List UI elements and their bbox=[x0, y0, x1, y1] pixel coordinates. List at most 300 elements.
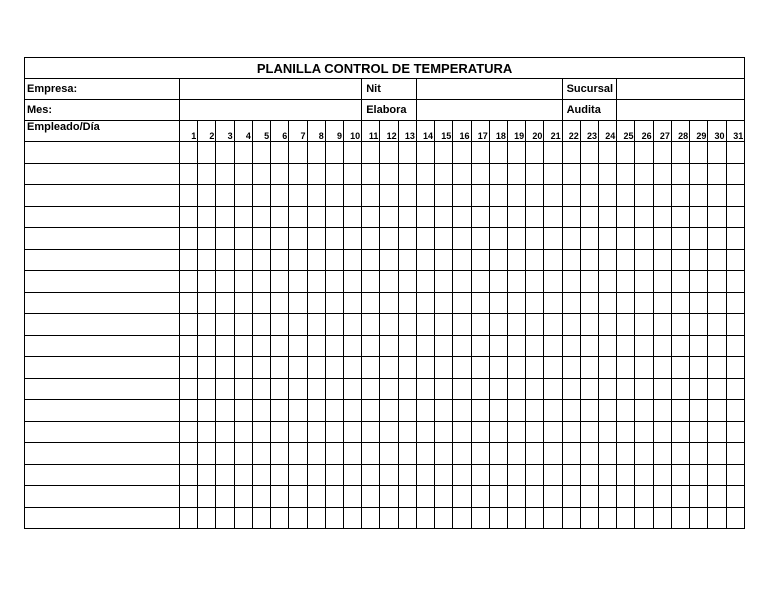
temperature-cell-day-26[interactable] bbox=[635, 400, 653, 422]
temperature-cell-day-24[interactable] bbox=[599, 271, 617, 293]
temperature-cell-day-17[interactable] bbox=[471, 335, 489, 357]
temperature-cell-day-21[interactable] bbox=[544, 486, 562, 508]
temperature-cell-day-3[interactable] bbox=[216, 249, 234, 271]
temperature-cell-day-18[interactable] bbox=[489, 142, 507, 164]
temperature-cell-day-9[interactable] bbox=[325, 486, 343, 508]
temperature-cell-day-18[interactable] bbox=[489, 163, 507, 185]
temperature-cell-day-3[interactable] bbox=[216, 421, 234, 443]
temperature-cell-day-7[interactable] bbox=[289, 271, 307, 293]
temperature-cell-day-14[interactable] bbox=[416, 378, 434, 400]
temperature-cell-day-28[interactable] bbox=[671, 163, 689, 185]
temperature-cell-day-24[interactable] bbox=[599, 163, 617, 185]
temperature-cell-day-21[interactable] bbox=[544, 464, 562, 486]
temperature-cell-day-30[interactable] bbox=[708, 185, 726, 207]
temperature-cell-day-27[interactable] bbox=[653, 163, 671, 185]
temperature-cell-day-15[interactable] bbox=[435, 443, 453, 465]
temperature-cell-day-12[interactable] bbox=[380, 271, 398, 293]
temperature-cell-day-11[interactable] bbox=[362, 421, 380, 443]
temperature-cell-day-2[interactable] bbox=[198, 228, 216, 250]
temperature-cell-day-14[interactable] bbox=[416, 228, 434, 250]
temperature-cell-day-29[interactable] bbox=[690, 206, 708, 228]
sucursal-field[interactable] bbox=[617, 79, 745, 100]
temperature-cell-day-8[interactable] bbox=[307, 292, 325, 314]
temperature-cell-day-21[interactable] bbox=[544, 314, 562, 336]
temperature-cell-day-24[interactable] bbox=[599, 185, 617, 207]
temperature-cell-day-18[interactable] bbox=[489, 443, 507, 465]
temperature-cell-day-13[interactable] bbox=[398, 443, 416, 465]
temperature-cell-day-17[interactable] bbox=[471, 271, 489, 293]
temperature-cell-day-29[interactable] bbox=[690, 443, 708, 465]
temperature-cell-day-1[interactable] bbox=[180, 314, 198, 336]
temperature-cell-day-31[interactable] bbox=[726, 163, 745, 185]
temperature-cell-day-7[interactable] bbox=[289, 206, 307, 228]
temperature-cell-day-2[interactable] bbox=[198, 249, 216, 271]
temperature-cell-day-27[interactable] bbox=[653, 378, 671, 400]
temperature-cell-day-26[interactable] bbox=[635, 378, 653, 400]
temperature-cell-day-26[interactable] bbox=[635, 206, 653, 228]
temperature-cell-day-9[interactable] bbox=[325, 206, 343, 228]
temperature-cell-day-4[interactable] bbox=[234, 314, 252, 336]
temperature-cell-day-30[interactable] bbox=[708, 357, 726, 379]
temperature-cell-day-4[interactable] bbox=[234, 335, 252, 357]
temperature-cell-day-11[interactable] bbox=[362, 142, 380, 164]
temperature-cell-day-12[interactable] bbox=[380, 357, 398, 379]
temperature-cell-day-15[interactable] bbox=[435, 206, 453, 228]
temperature-cell-day-5[interactable] bbox=[252, 314, 270, 336]
temperature-cell-day-16[interactable] bbox=[453, 357, 471, 379]
temperature-cell-day-25[interactable] bbox=[617, 292, 635, 314]
temperature-cell-day-7[interactable] bbox=[289, 314, 307, 336]
temperature-cell-day-4[interactable] bbox=[234, 163, 252, 185]
temperature-cell-day-29[interactable] bbox=[690, 292, 708, 314]
temperature-cell-day-22[interactable] bbox=[562, 206, 580, 228]
temperature-cell-day-29[interactable] bbox=[690, 185, 708, 207]
temperature-cell-day-21[interactable] bbox=[544, 228, 562, 250]
temperature-cell-day-30[interactable] bbox=[708, 142, 726, 164]
temperature-cell-day-16[interactable] bbox=[453, 464, 471, 486]
temperature-cell-day-9[interactable] bbox=[325, 185, 343, 207]
temperature-cell-day-10[interactable] bbox=[343, 357, 361, 379]
temperature-cell-day-26[interactable] bbox=[635, 357, 653, 379]
temperature-cell-day-27[interactable] bbox=[653, 206, 671, 228]
temperature-cell-day-29[interactable] bbox=[690, 142, 708, 164]
temperature-cell-day-15[interactable] bbox=[435, 507, 453, 529]
temperature-cell-day-10[interactable] bbox=[343, 486, 361, 508]
temperature-cell-day-27[interactable] bbox=[653, 335, 671, 357]
temperature-cell-day-11[interactable] bbox=[362, 357, 380, 379]
employee-name-cell[interactable] bbox=[25, 335, 180, 357]
temperature-cell-day-31[interactable] bbox=[726, 185, 745, 207]
temperature-cell-day-4[interactable] bbox=[234, 400, 252, 422]
temperature-cell-day-11[interactable] bbox=[362, 249, 380, 271]
temperature-cell-day-25[interactable] bbox=[617, 206, 635, 228]
temperature-cell-day-26[interactable] bbox=[635, 163, 653, 185]
temperature-cell-day-15[interactable] bbox=[435, 249, 453, 271]
temperature-cell-day-18[interactable] bbox=[489, 507, 507, 529]
temperature-cell-day-12[interactable] bbox=[380, 292, 398, 314]
temperature-cell-day-30[interactable] bbox=[708, 228, 726, 250]
temperature-cell-day-9[interactable] bbox=[325, 142, 343, 164]
temperature-cell-day-1[interactable] bbox=[180, 163, 198, 185]
temperature-cell-day-27[interactable] bbox=[653, 464, 671, 486]
temperature-cell-day-23[interactable] bbox=[580, 486, 598, 508]
temperature-cell-day-9[interactable] bbox=[325, 400, 343, 422]
temperature-cell-day-24[interactable] bbox=[599, 335, 617, 357]
temperature-cell-day-18[interactable] bbox=[489, 486, 507, 508]
temperature-cell-day-16[interactable] bbox=[453, 292, 471, 314]
temperature-cell-day-19[interactable] bbox=[507, 206, 525, 228]
temperature-cell-day-5[interactable] bbox=[252, 464, 270, 486]
temperature-cell-day-4[interactable] bbox=[234, 142, 252, 164]
temperature-cell-day-4[interactable] bbox=[234, 443, 252, 465]
temperature-cell-day-26[interactable] bbox=[635, 335, 653, 357]
temperature-cell-day-3[interactable] bbox=[216, 228, 234, 250]
temperature-cell-day-22[interactable] bbox=[562, 421, 580, 443]
temperature-cell-day-24[interactable] bbox=[599, 421, 617, 443]
temperature-cell-day-29[interactable] bbox=[690, 486, 708, 508]
temperature-cell-day-21[interactable] bbox=[544, 185, 562, 207]
temperature-cell-day-15[interactable] bbox=[435, 163, 453, 185]
temperature-cell-day-8[interactable] bbox=[307, 249, 325, 271]
temperature-cell-day-28[interactable] bbox=[671, 335, 689, 357]
temperature-cell-day-3[interactable] bbox=[216, 507, 234, 529]
temperature-cell-day-12[interactable] bbox=[380, 464, 398, 486]
temperature-cell-day-27[interactable] bbox=[653, 507, 671, 529]
temperature-cell-day-21[interactable] bbox=[544, 249, 562, 271]
temperature-cell-day-16[interactable] bbox=[453, 249, 471, 271]
temperature-cell-day-10[interactable] bbox=[343, 249, 361, 271]
temperature-cell-day-2[interactable] bbox=[198, 357, 216, 379]
temperature-cell-day-16[interactable] bbox=[453, 486, 471, 508]
temperature-cell-day-13[interactable] bbox=[398, 421, 416, 443]
temperature-cell-day-10[interactable] bbox=[343, 400, 361, 422]
temperature-cell-day-23[interactable] bbox=[580, 335, 598, 357]
temperature-cell-day-18[interactable] bbox=[489, 292, 507, 314]
temperature-cell-day-8[interactable] bbox=[307, 314, 325, 336]
employee-name-cell[interactable] bbox=[25, 314, 180, 336]
temperature-cell-day-3[interactable] bbox=[216, 357, 234, 379]
employee-name-cell[interactable] bbox=[25, 271, 180, 293]
temperature-cell-day-24[interactable] bbox=[599, 228, 617, 250]
temperature-cell-day-3[interactable] bbox=[216, 142, 234, 164]
temperature-cell-day-3[interactable] bbox=[216, 464, 234, 486]
temperature-cell-day-10[interactable] bbox=[343, 206, 361, 228]
temperature-cell-day-14[interactable] bbox=[416, 464, 434, 486]
temperature-cell-day-22[interactable] bbox=[562, 357, 580, 379]
temperature-cell-day-7[interactable] bbox=[289, 228, 307, 250]
temperature-cell-day-19[interactable] bbox=[507, 357, 525, 379]
temperature-cell-day-23[interactable] bbox=[580, 464, 598, 486]
temperature-cell-day-24[interactable] bbox=[599, 142, 617, 164]
temperature-cell-day-23[interactable] bbox=[580, 142, 598, 164]
temperature-cell-day-29[interactable] bbox=[690, 314, 708, 336]
employee-name-cell[interactable] bbox=[25, 206, 180, 228]
temperature-cell-day-29[interactable] bbox=[690, 271, 708, 293]
temperature-cell-day-29[interactable] bbox=[690, 507, 708, 529]
temperature-cell-day-22[interactable] bbox=[562, 163, 580, 185]
temperature-cell-day-12[interactable] bbox=[380, 335, 398, 357]
temperature-cell-day-29[interactable] bbox=[690, 421, 708, 443]
temperature-cell-day-17[interactable] bbox=[471, 206, 489, 228]
temperature-cell-day-14[interactable] bbox=[416, 292, 434, 314]
temperature-cell-day-22[interactable] bbox=[562, 185, 580, 207]
temperature-cell-day-30[interactable] bbox=[708, 314, 726, 336]
temperature-cell-day-11[interactable] bbox=[362, 464, 380, 486]
temperature-cell-day-19[interactable] bbox=[507, 271, 525, 293]
temperature-cell-day-6[interactable] bbox=[271, 421, 289, 443]
temperature-cell-day-25[interactable] bbox=[617, 507, 635, 529]
temperature-cell-day-2[interactable] bbox=[198, 400, 216, 422]
temperature-cell-day-7[interactable] bbox=[289, 185, 307, 207]
temperature-cell-day-7[interactable] bbox=[289, 464, 307, 486]
temperature-cell-day-5[interactable] bbox=[252, 163, 270, 185]
temperature-cell-day-20[interactable] bbox=[526, 228, 544, 250]
temperature-cell-day-25[interactable] bbox=[617, 314, 635, 336]
temperature-cell-day-30[interactable] bbox=[708, 335, 726, 357]
employee-name-cell[interactable] bbox=[25, 357, 180, 379]
temperature-cell-day-16[interactable] bbox=[453, 400, 471, 422]
temperature-cell-day-31[interactable] bbox=[726, 314, 745, 336]
temperature-cell-day-27[interactable] bbox=[653, 228, 671, 250]
employee-name-cell[interactable] bbox=[25, 464, 180, 486]
temperature-cell-day-5[interactable] bbox=[252, 206, 270, 228]
temperature-cell-day-9[interactable] bbox=[325, 464, 343, 486]
temperature-cell-day-4[interactable] bbox=[234, 464, 252, 486]
temperature-cell-day-3[interactable] bbox=[216, 185, 234, 207]
temperature-cell-day-11[interactable] bbox=[362, 314, 380, 336]
temperature-cell-day-3[interactable] bbox=[216, 443, 234, 465]
temperature-cell-day-11[interactable] bbox=[362, 335, 380, 357]
temperature-cell-day-13[interactable] bbox=[398, 378, 416, 400]
temperature-cell-day-16[interactable] bbox=[453, 228, 471, 250]
temperature-cell-day-19[interactable] bbox=[507, 400, 525, 422]
temperature-cell-day-2[interactable] bbox=[198, 507, 216, 529]
temperature-cell-day-31[interactable] bbox=[726, 335, 745, 357]
temperature-cell-day-15[interactable] bbox=[435, 271, 453, 293]
temperature-cell-day-14[interactable] bbox=[416, 185, 434, 207]
temperature-cell-day-22[interactable] bbox=[562, 249, 580, 271]
temperature-cell-day-2[interactable] bbox=[198, 486, 216, 508]
temperature-cell-day-2[interactable] bbox=[198, 314, 216, 336]
temperature-cell-day-11[interactable] bbox=[362, 292, 380, 314]
temperature-cell-day-25[interactable] bbox=[617, 357, 635, 379]
temperature-cell-day-24[interactable] bbox=[599, 507, 617, 529]
temperature-cell-day-12[interactable] bbox=[380, 443, 398, 465]
temperature-cell-day-3[interactable] bbox=[216, 271, 234, 293]
temperature-cell-day-13[interactable] bbox=[398, 464, 416, 486]
temperature-cell-day-20[interactable] bbox=[526, 206, 544, 228]
temperature-cell-day-14[interactable] bbox=[416, 486, 434, 508]
temperature-cell-day-26[interactable] bbox=[635, 292, 653, 314]
temperature-cell-day-11[interactable] bbox=[362, 400, 380, 422]
temperature-cell-day-28[interactable] bbox=[671, 292, 689, 314]
temperature-cell-day-22[interactable] bbox=[562, 142, 580, 164]
temperature-cell-day-1[interactable] bbox=[180, 271, 198, 293]
temperature-cell-day-21[interactable] bbox=[544, 443, 562, 465]
temperature-cell-day-11[interactable] bbox=[362, 378, 380, 400]
temperature-cell-day-20[interactable] bbox=[526, 443, 544, 465]
temperature-cell-day-29[interactable] bbox=[690, 357, 708, 379]
temperature-cell-day-18[interactable] bbox=[489, 249, 507, 271]
temperature-cell-day-19[interactable] bbox=[507, 185, 525, 207]
temperature-cell-day-6[interactable] bbox=[271, 314, 289, 336]
temperature-cell-day-10[interactable] bbox=[343, 421, 361, 443]
temperature-cell-day-31[interactable] bbox=[726, 378, 745, 400]
temperature-cell-day-30[interactable] bbox=[708, 443, 726, 465]
temperature-cell-day-16[interactable] bbox=[453, 271, 471, 293]
temperature-cell-day-8[interactable] bbox=[307, 421, 325, 443]
temperature-cell-day-28[interactable] bbox=[671, 206, 689, 228]
temperature-cell-day-13[interactable] bbox=[398, 249, 416, 271]
temperature-cell-day-14[interactable] bbox=[416, 400, 434, 422]
temperature-cell-day-3[interactable] bbox=[216, 335, 234, 357]
temperature-cell-day-6[interactable] bbox=[271, 357, 289, 379]
temperature-cell-day-5[interactable] bbox=[252, 486, 270, 508]
temperature-cell-day-8[interactable] bbox=[307, 271, 325, 293]
temperature-cell-day-20[interactable] bbox=[526, 400, 544, 422]
temperature-cell-day-9[interactable] bbox=[325, 249, 343, 271]
temperature-cell-day-13[interactable] bbox=[398, 163, 416, 185]
temperature-cell-day-1[interactable] bbox=[180, 400, 198, 422]
temperature-cell-day-6[interactable] bbox=[271, 185, 289, 207]
temperature-cell-day-27[interactable] bbox=[653, 357, 671, 379]
temperature-cell-day-9[interactable] bbox=[325, 292, 343, 314]
temperature-cell-day-26[interactable] bbox=[635, 185, 653, 207]
temperature-cell-day-23[interactable] bbox=[580, 206, 598, 228]
temperature-cell-day-2[interactable] bbox=[198, 378, 216, 400]
temperature-cell-day-20[interactable] bbox=[526, 163, 544, 185]
temperature-cell-day-16[interactable] bbox=[453, 163, 471, 185]
temperature-cell-day-1[interactable] bbox=[180, 378, 198, 400]
temperature-cell-day-28[interactable] bbox=[671, 314, 689, 336]
temperature-cell-day-30[interactable] bbox=[708, 292, 726, 314]
temperature-cell-day-12[interactable] bbox=[380, 249, 398, 271]
employee-name-cell[interactable] bbox=[25, 249, 180, 271]
temperature-cell-day-6[interactable] bbox=[271, 228, 289, 250]
temperature-cell-day-9[interactable] bbox=[325, 378, 343, 400]
temperature-cell-day-30[interactable] bbox=[708, 378, 726, 400]
temperature-cell-day-12[interactable] bbox=[380, 314, 398, 336]
temperature-cell-day-21[interactable] bbox=[544, 142, 562, 164]
temperature-cell-day-6[interactable] bbox=[271, 163, 289, 185]
temperature-cell-day-25[interactable] bbox=[617, 271, 635, 293]
temperature-cell-day-31[interactable] bbox=[726, 486, 745, 508]
temperature-cell-day-24[interactable] bbox=[599, 206, 617, 228]
temperature-cell-day-15[interactable] bbox=[435, 486, 453, 508]
temperature-cell-day-14[interactable] bbox=[416, 142, 434, 164]
temperature-cell-day-23[interactable] bbox=[580, 357, 598, 379]
temperature-cell-day-7[interactable] bbox=[289, 335, 307, 357]
temperature-cell-day-30[interactable] bbox=[708, 206, 726, 228]
temperature-cell-day-11[interactable] bbox=[362, 486, 380, 508]
temperature-cell-day-15[interactable] bbox=[435, 228, 453, 250]
temperature-cell-day-5[interactable] bbox=[252, 292, 270, 314]
temperature-cell-day-21[interactable] bbox=[544, 421, 562, 443]
temperature-cell-day-22[interactable] bbox=[562, 271, 580, 293]
temperature-cell-day-11[interactable] bbox=[362, 206, 380, 228]
temperature-cell-day-17[interactable] bbox=[471, 249, 489, 271]
temperature-cell-day-13[interactable] bbox=[398, 507, 416, 529]
temperature-cell-day-16[interactable] bbox=[453, 507, 471, 529]
temperature-cell-day-22[interactable] bbox=[562, 228, 580, 250]
temperature-cell-day-17[interactable] bbox=[471, 378, 489, 400]
temperature-cell-day-11[interactable] bbox=[362, 163, 380, 185]
temperature-cell-day-31[interactable] bbox=[726, 206, 745, 228]
temperature-cell-day-1[interactable] bbox=[180, 443, 198, 465]
temperature-cell-day-22[interactable] bbox=[562, 335, 580, 357]
temperature-cell-day-28[interactable] bbox=[671, 249, 689, 271]
temperature-cell-day-25[interactable] bbox=[617, 142, 635, 164]
temperature-cell-day-15[interactable] bbox=[435, 314, 453, 336]
temperature-cell-day-7[interactable] bbox=[289, 249, 307, 271]
temperature-cell-day-13[interactable] bbox=[398, 292, 416, 314]
temperature-cell-day-1[interactable] bbox=[180, 507, 198, 529]
temperature-cell-day-17[interactable] bbox=[471, 464, 489, 486]
temperature-cell-day-8[interactable] bbox=[307, 228, 325, 250]
temperature-cell-day-1[interactable] bbox=[180, 486, 198, 508]
temperature-cell-day-12[interactable] bbox=[380, 228, 398, 250]
temperature-cell-day-8[interactable] bbox=[307, 206, 325, 228]
temperature-cell-day-16[interactable] bbox=[453, 378, 471, 400]
temperature-cell-day-31[interactable] bbox=[726, 443, 745, 465]
temperature-cell-day-24[interactable] bbox=[599, 400, 617, 422]
temperature-cell-day-24[interactable] bbox=[599, 314, 617, 336]
temperature-cell-day-23[interactable] bbox=[580, 249, 598, 271]
temperature-cell-day-11[interactable] bbox=[362, 271, 380, 293]
temperature-cell-day-24[interactable] bbox=[599, 464, 617, 486]
temperature-cell-day-19[interactable] bbox=[507, 464, 525, 486]
temperature-cell-day-8[interactable] bbox=[307, 400, 325, 422]
temperature-cell-day-17[interactable] bbox=[471, 228, 489, 250]
temperature-cell-day-8[interactable] bbox=[307, 464, 325, 486]
temperature-cell-day-10[interactable] bbox=[343, 378, 361, 400]
temperature-cell-day-15[interactable] bbox=[435, 378, 453, 400]
temperature-cell-day-28[interactable] bbox=[671, 507, 689, 529]
temperature-cell-day-30[interactable] bbox=[708, 464, 726, 486]
temperature-cell-day-10[interactable] bbox=[343, 292, 361, 314]
temperature-cell-day-12[interactable] bbox=[380, 163, 398, 185]
temperature-cell-day-5[interactable] bbox=[252, 335, 270, 357]
temperature-cell-day-5[interactable] bbox=[252, 142, 270, 164]
temperature-cell-day-27[interactable] bbox=[653, 271, 671, 293]
temperature-cell-day-14[interactable] bbox=[416, 507, 434, 529]
temperature-cell-day-15[interactable] bbox=[435, 357, 453, 379]
temperature-cell-day-28[interactable] bbox=[671, 142, 689, 164]
temperature-cell-day-19[interactable] bbox=[507, 443, 525, 465]
temperature-cell-day-4[interactable] bbox=[234, 249, 252, 271]
temperature-cell-day-2[interactable] bbox=[198, 142, 216, 164]
temperature-cell-day-25[interactable] bbox=[617, 421, 635, 443]
temperature-cell-day-6[interactable] bbox=[271, 249, 289, 271]
temperature-cell-day-25[interactable] bbox=[617, 400, 635, 422]
temperature-cell-day-1[interactable] bbox=[180, 142, 198, 164]
temperature-cell-day-25[interactable] bbox=[617, 378, 635, 400]
temperature-cell-day-19[interactable] bbox=[507, 421, 525, 443]
temperature-cell-day-18[interactable] bbox=[489, 206, 507, 228]
temperature-cell-day-26[interactable] bbox=[635, 464, 653, 486]
temperature-cell-day-23[interactable] bbox=[580, 228, 598, 250]
temperature-cell-day-25[interactable] bbox=[617, 335, 635, 357]
temperature-cell-day-4[interactable] bbox=[234, 507, 252, 529]
temperature-cell-day-25[interactable] bbox=[617, 228, 635, 250]
temperature-cell-day-3[interactable] bbox=[216, 378, 234, 400]
temperature-cell-day-31[interactable] bbox=[726, 507, 745, 529]
temperature-cell-day-31[interactable] bbox=[726, 271, 745, 293]
temperature-cell-day-17[interactable] bbox=[471, 400, 489, 422]
temperature-cell-day-9[interactable] bbox=[325, 357, 343, 379]
temperature-cell-day-17[interactable] bbox=[471, 142, 489, 164]
temperature-cell-day-12[interactable] bbox=[380, 185, 398, 207]
